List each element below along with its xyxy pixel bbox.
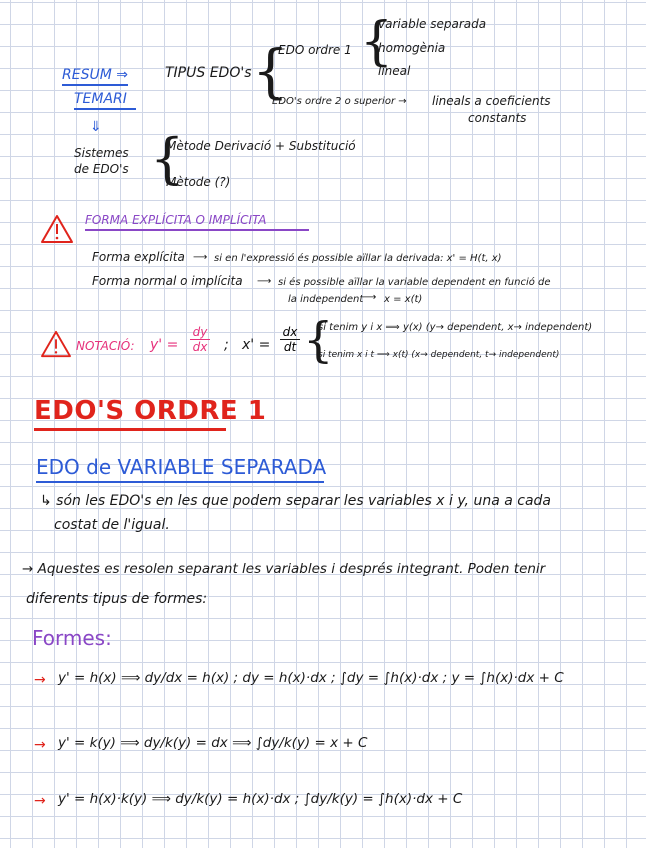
formula-arrow-3: → (34, 793, 46, 809)
temari-underline (74, 108, 136, 110)
sistemes-label-2: de EDO's (74, 162, 129, 176)
edo-ordre2-result-2: constants (468, 111, 527, 125)
ordre1-item-lineal: lineal (378, 64, 411, 78)
warning-icon (40, 214, 74, 244)
notacio-sep: ; (224, 337, 229, 353)
brace-tipus: { (252, 37, 289, 105)
edo-ordre2-label: EDO's ordre 2 o superior → (272, 96, 407, 107)
notacio-y-prime: y' = (150, 337, 179, 353)
forma-normal-text-2: la independent (288, 294, 364, 305)
formula-2: y' = k(y) ⟹ dy/k(y) = dx ⟹ ∫dy/k(y) = x + C (58, 735, 368, 751)
intro-line-2: costat de l'igual. (54, 517, 170, 533)
forma-underline (85, 229, 309, 231)
down-arrow: ⇓ (90, 119, 102, 135)
notacio-dx2: dx (282, 325, 298, 339)
brace-ordre1: { (360, 12, 394, 72)
forma-normal-text-1: si és possible aïllar la variable dependent en funció de (278, 277, 551, 288)
notacio-case-2: si tenim x i t ⟹ x(t) (x→ dependent, t→ independent) (318, 350, 560, 360)
section-title: EDO'S ORDRE 1 (34, 396, 267, 426)
brace-sistemes: { (150, 127, 185, 190)
notacio-dy: dy (192, 325, 208, 339)
notacio-dx-dt (280, 326, 300, 353)
tipus-edos: TIPUS EDO's (165, 65, 252, 81)
forma-normal-arrow-2: ⟶ (362, 292, 377, 303)
subsection-underline (36, 481, 324, 483)
forma-explicita-arrow: ⟶ (193, 252, 208, 263)
notacio-label: NOTACIÓ: (76, 339, 135, 353)
aquestes-line-1: → Aquestes es resolen separant les variables i després integrant. Poden tenir (22, 561, 546, 577)
forma-explicita-text: si en l'expressió és possible aïllar la derivada: x' = H(t, x) (214, 253, 502, 264)
sistemes-label-1: Sistemes (74, 146, 129, 160)
notacio-dt: dt (283, 340, 297, 354)
forma-explicita-label: Forma explícita (92, 250, 185, 264)
formula-1: y' = h(x) ⟹ dy/dx = h(x) ; dy = h(x)·dx ; ∫dy = ∫h(x)·dx ; y = ∫h(x)·dx + C (58, 670, 564, 686)
formes-title: Formes: (32, 626, 112, 650)
warning-icon (40, 330, 72, 358)
edo-ordre2-result-1: lineals a coeficients (432, 94, 551, 108)
notacio-case-1: si tenim y i x ⟹ y(x) (y→ dependent, x→ independent) (318, 322, 593, 333)
intro-line-1: ↳ són les EDO's en les que podem separar les variables x i y, una a cada (40, 493, 551, 509)
formula-arrow-1: → (34, 672, 46, 688)
ordre1-item-variable: variable separada (378, 17, 487, 31)
temari-title: TEMARI (74, 91, 127, 107)
sistemes-item-derivacio: Mètode Derivació + Substitució (166, 139, 356, 153)
section-title-underline (34, 428, 226, 431)
forma-heading: FORMA EXPLÍCITA O IMPLÍCITA (85, 213, 267, 227)
forma-normal-result: x = x(t) (384, 294, 423, 305)
notacio-dx: dx (192, 340, 208, 354)
resum-title: RESUM ⇒ (62, 67, 128, 83)
forma-normal-arrow: ⟶ (257, 276, 272, 287)
notacio-dy-dx (190, 326, 210, 353)
subsection-title: EDO de VARIABLE SEPARADA (36, 455, 327, 479)
brace-notacio: { (303, 312, 334, 368)
ordre1-item-homogenia: homogènia (378, 41, 446, 55)
edo-ordre1-label: EDO ordre 1 (278, 43, 352, 57)
sistemes-item-metode: Mètode (?) (166, 175, 231, 189)
resum-underline (62, 84, 128, 86)
formula-3: y' = h(x)·k(y) ⟹ dy/k(y) = h(x)·dx ; ∫dy/k(y) = ∫h(x)·dx + C (58, 791, 463, 807)
aquestes-line-2: diferents tipus de formes: (26, 591, 208, 607)
formula-arrow-2: → (34, 737, 46, 753)
forma-normal-label: Forma normal o implícita (92, 274, 243, 288)
notacio-x-prime: x' = (242, 337, 271, 353)
